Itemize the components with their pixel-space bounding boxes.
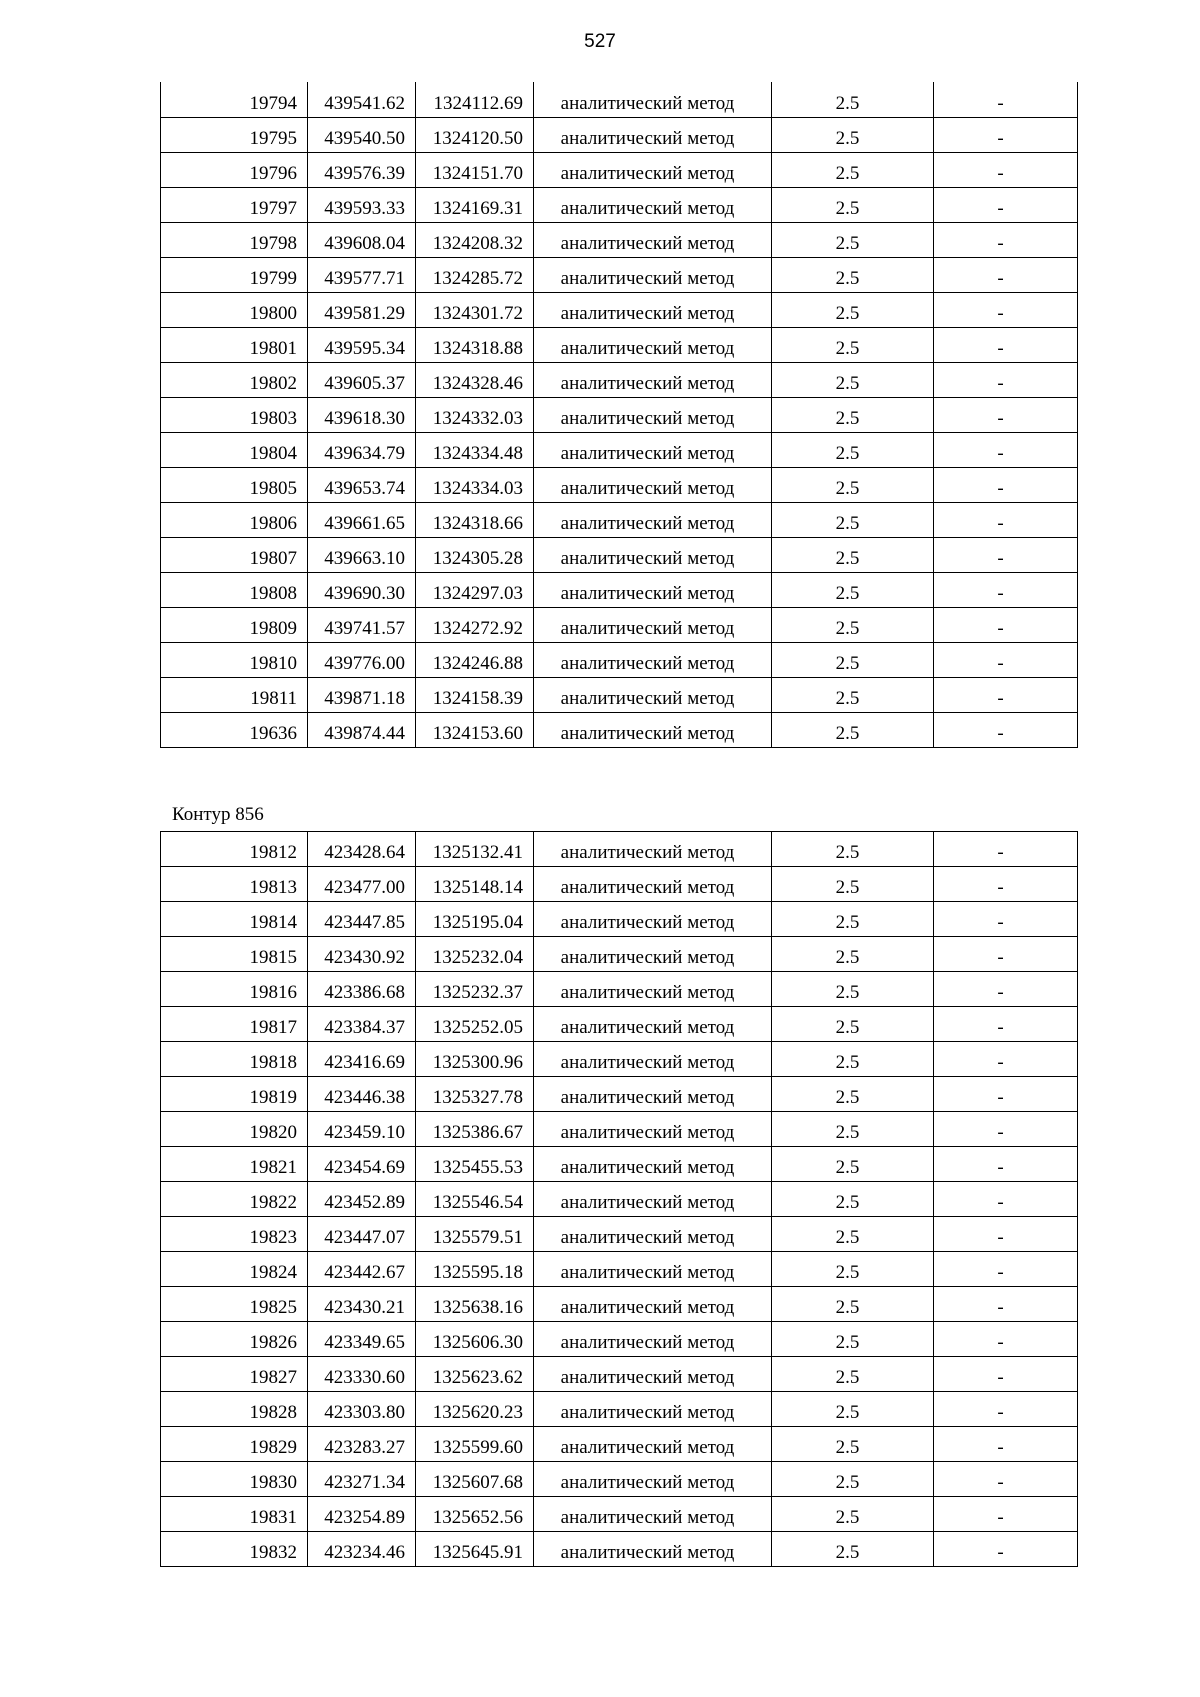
y-coordinate-cell: 1325195.04 [416,902,534,937]
method-cell: аналитический метод [534,867,772,902]
table-row [161,117,1078,152]
description-cell: - [934,677,1078,712]
method-cell: аналитический метод [534,292,772,327]
description-cell: - [934,222,1078,257]
table-row [161,82,1078,117]
table-row [161,1007,1078,1042]
coordinates-table-contour-856 [160,831,1078,1567]
table-body [161,82,1078,747]
description-cell: - [934,537,1078,572]
accuracy-cell: 2.5 [772,607,934,642]
method-cell: аналитический метод [534,972,772,1007]
accuracy-cell: 2.5 [772,1497,934,1532]
point-number-cell: 19814 [161,902,308,937]
description-cell: - [934,607,1078,642]
y-coordinate-cell: 1324334.03 [416,467,534,502]
method-cell: аналитический метод [534,1322,772,1357]
description-cell: - [934,1287,1078,1322]
x-coordinate-cell: 439541.62 [308,82,416,117]
accuracy-cell: 2.5 [772,677,934,712]
x-coordinate-cell: 423454.69 [308,1147,416,1182]
accuracy-cell: 2.5 [772,1007,934,1042]
point-number-cell: 19817 [161,1007,308,1042]
x-coordinate-cell: 439618.30 [308,397,416,432]
y-coordinate-cell: 1325579.51 [416,1217,534,1252]
y-coordinate-cell: 1325148.14 [416,867,534,902]
point-number-cell: 19823 [161,1217,308,1252]
table-row [161,152,1078,187]
method-cell: аналитический метод [534,152,772,187]
table-row [161,257,1078,292]
method-cell: аналитический метод [534,502,772,537]
point-number-cell: 19822 [161,1182,308,1217]
description-cell: - [934,187,1078,222]
x-coordinate-cell: 423303.80 [308,1392,416,1427]
y-coordinate-cell: 1325638.16 [416,1287,534,1322]
table-row [161,902,1078,937]
y-coordinate-cell: 1324297.03 [416,572,534,607]
x-coordinate-cell: 439663.10 [308,537,416,572]
table-row [161,222,1078,257]
description-cell: - [934,1322,1078,1357]
point-number-cell: 19812 [161,832,308,867]
y-coordinate-cell: 1324272.92 [416,607,534,642]
table-row [161,572,1078,607]
description-cell: - [934,972,1078,1007]
y-coordinate-cell: 1325300.96 [416,1042,534,1077]
method-cell: аналитический метод [534,607,772,642]
accuracy-cell: 2.5 [772,222,934,257]
x-coordinate-cell: 423430.92 [308,937,416,972]
x-coordinate-cell: 439661.65 [308,502,416,537]
method-cell: аналитический метод [534,117,772,152]
method-cell: аналитический метод [534,832,772,867]
x-coordinate-cell: 439605.37 [308,362,416,397]
y-coordinate-cell: 1324112.69 [416,82,534,117]
description-cell: - [934,832,1078,867]
x-coordinate-cell: 439581.29 [308,292,416,327]
description-cell: - [934,82,1078,117]
y-coordinate-cell: 1324318.66 [416,502,534,537]
description-cell: - [934,1112,1078,1147]
y-coordinate-cell: 1325652.56 [416,1497,534,1532]
description-cell: - [934,937,1078,972]
point-number-cell: 19832 [161,1532,308,1567]
description-cell: - [934,902,1078,937]
point-number-cell: 19806 [161,502,308,537]
description-cell: - [934,362,1078,397]
table-row [161,712,1078,747]
point-number-cell: 19807 [161,537,308,572]
accuracy-cell: 2.5 [772,82,934,117]
method-cell: аналитический метод [534,467,772,502]
coordinates-table-top [160,82,1078,748]
description-cell: - [934,397,1078,432]
table-row [161,1357,1078,1392]
method-cell: аналитический метод [534,327,772,362]
description-cell: - [934,867,1078,902]
point-number-cell: 19826 [161,1322,308,1357]
method-cell: аналитический метод [534,1287,772,1322]
y-coordinate-cell: 1324334.48 [416,432,534,467]
contour-label: Контур 856 [172,804,264,825]
point-number-cell: 19816 [161,972,308,1007]
accuracy-cell: 2.5 [772,327,934,362]
x-coordinate-cell: 423384.37 [308,1007,416,1042]
x-coordinate-cell: 423459.10 [308,1112,416,1147]
point-number-cell: 19795 [161,117,308,152]
accuracy-cell: 2.5 [772,362,934,397]
table-row [161,187,1078,222]
y-coordinate-cell: 1325386.67 [416,1112,534,1147]
method-cell: аналитический метод [534,1532,772,1567]
x-coordinate-cell: 423447.85 [308,902,416,937]
table-row [161,1532,1078,1567]
y-coordinate-cell: 1324318.88 [416,327,534,362]
y-coordinate-cell: 1325599.60 [416,1427,534,1462]
accuracy-cell: 2.5 [772,1532,934,1567]
x-coordinate-cell: 423271.34 [308,1462,416,1497]
description-cell: - [934,712,1078,747]
point-number-cell: 19818 [161,1042,308,1077]
y-coordinate-cell: 1324285.72 [416,257,534,292]
method-cell: аналитический метод [534,902,772,937]
table-row [161,1287,1078,1322]
point-number-cell: 19829 [161,1427,308,1462]
accuracy-cell: 2.5 [772,1462,934,1497]
y-coordinate-cell: 1324305.28 [416,537,534,572]
description-cell: - [934,1007,1078,1042]
point-number-cell: 19636 [161,712,308,747]
method-cell: аналитический метод [534,1147,772,1182]
description-cell: - [934,1357,1078,1392]
y-coordinate-cell: 1324246.88 [416,642,534,677]
point-number-cell: 19794 [161,82,308,117]
point-number-cell: 19810 [161,642,308,677]
y-coordinate-cell: 1325252.05 [416,1007,534,1042]
method-cell: аналитический метод [534,397,772,432]
table-row [161,1077,1078,1112]
point-number-cell: 19796 [161,152,308,187]
y-coordinate-cell: 1325606.30 [416,1322,534,1357]
description-cell: - [934,327,1078,362]
method-cell: аналитический метод [534,1217,772,1252]
description-cell: - [934,467,1078,502]
y-coordinate-cell: 1324153.60 [416,712,534,747]
point-number-cell: 19824 [161,1252,308,1287]
x-coordinate-cell: 423446.38 [308,1077,416,1112]
table-row [161,292,1078,327]
description-cell: - [934,1252,1078,1287]
accuracy-cell: 2.5 [772,432,934,467]
method-cell: аналитический метод [534,712,772,747]
table-row [161,467,1078,502]
method-cell: аналитический метод [534,362,772,397]
accuracy-cell: 2.5 [772,1217,934,1252]
description-cell: - [934,1497,1078,1532]
point-number-cell: 19813 [161,867,308,902]
point-number-cell: 19797 [161,187,308,222]
method-cell: аналитический метод [534,677,772,712]
table-row [161,1112,1078,1147]
method-cell: аналитический метод [534,572,772,607]
description-cell: - [934,1392,1078,1427]
x-coordinate-cell: 439595.34 [308,327,416,362]
description-cell: - [934,257,1078,292]
table-row [161,1182,1078,1217]
x-coordinate-cell: 439653.74 [308,467,416,502]
y-coordinate-cell: 1325232.37 [416,972,534,1007]
y-coordinate-cell: 1325132.41 [416,832,534,867]
accuracy-cell: 2.5 [772,1287,934,1322]
method-cell: аналитический метод [534,1182,772,1217]
table-row [161,642,1078,677]
accuracy-cell: 2.5 [772,1112,934,1147]
table-row [161,1147,1078,1182]
x-coordinate-cell: 423330.60 [308,1357,416,1392]
point-number-cell: 19828 [161,1392,308,1427]
table-row [161,1427,1078,1462]
table-row [161,327,1078,362]
point-number-cell: 19798 [161,222,308,257]
x-coordinate-cell: 423283.27 [308,1427,416,1462]
x-coordinate-cell: 423447.07 [308,1217,416,1252]
description-cell: - [934,1077,1078,1112]
point-number-cell: 19799 [161,257,308,292]
x-coordinate-cell: 423416.69 [308,1042,416,1077]
y-coordinate-cell: 1325595.18 [416,1252,534,1287]
accuracy-cell: 2.5 [772,937,934,972]
x-coordinate-cell: 423428.64 [308,832,416,867]
method-cell: аналитический метод [534,642,772,677]
description-cell: - [934,1427,1078,1462]
accuracy-cell: 2.5 [772,467,934,502]
description-cell: - [934,432,1078,467]
method-cell: аналитический метод [534,1077,772,1112]
accuracy-cell: 2.5 [772,1147,934,1182]
y-coordinate-cell: 1325623.62 [416,1357,534,1392]
description-cell: - [934,1217,1078,1252]
table-row [161,1322,1078,1357]
x-coordinate-cell: 439634.79 [308,432,416,467]
description-cell: - [934,292,1078,327]
method-cell: аналитический метод [534,537,772,572]
x-coordinate-cell: 439690.30 [308,572,416,607]
point-number-cell: 19811 [161,677,308,712]
description-cell: - [934,1042,1078,1077]
method-cell: аналитический метод [534,1042,772,1077]
y-coordinate-cell: 1325232.04 [416,937,534,972]
accuracy-cell: 2.5 [772,187,934,222]
x-coordinate-cell: 439593.33 [308,187,416,222]
table-row [161,1392,1078,1427]
method-cell: аналитический метод [534,1252,772,1287]
table-row [161,1252,1078,1287]
point-number-cell: 19825 [161,1287,308,1322]
y-coordinate-cell: 1325645.91 [416,1532,534,1567]
x-coordinate-cell: 439871.18 [308,677,416,712]
x-coordinate-cell: 439608.04 [308,222,416,257]
x-coordinate-cell: 423430.21 [308,1287,416,1322]
accuracy-cell: 2.5 [772,712,934,747]
table-row [161,537,1078,572]
y-coordinate-cell: 1324151.70 [416,152,534,187]
point-number-cell: 19830 [161,1462,308,1497]
description-cell: - [934,152,1078,187]
table-row [161,832,1078,867]
point-number-cell: 19808 [161,572,308,607]
table-row [161,1462,1078,1497]
point-number-cell: 19801 [161,327,308,362]
description-cell: - [934,572,1078,607]
table-row [161,397,1078,432]
x-coordinate-cell: 423386.68 [308,972,416,1007]
description-cell: - [934,1462,1078,1497]
table-row [161,867,1078,902]
page-number: 527 [584,31,616,52]
accuracy-cell: 2.5 [772,867,934,902]
point-number-cell: 19821 [161,1147,308,1182]
description-cell: - [934,1532,1078,1567]
table-row [161,677,1078,712]
method-cell: аналитический метод [534,82,772,117]
y-coordinate-cell: 1325327.78 [416,1077,534,1112]
x-coordinate-cell: 439540.50 [308,117,416,152]
x-coordinate-cell: 423254.89 [308,1497,416,1532]
accuracy-cell: 2.5 [772,832,934,867]
method-cell: аналитический метод [534,1427,772,1462]
accuracy-cell: 2.5 [772,1357,934,1392]
method-cell: аналитический метод [534,1357,772,1392]
method-cell: аналитический метод [534,937,772,972]
y-coordinate-cell: 1325620.23 [416,1392,534,1427]
table-row [161,972,1078,1007]
accuracy-cell: 2.5 [772,152,934,187]
y-coordinate-cell: 1324169.31 [416,187,534,222]
accuracy-cell: 2.5 [772,572,934,607]
table-row [161,502,1078,537]
accuracy-cell: 2.5 [772,1322,934,1357]
accuracy-cell: 2.5 [772,1182,934,1217]
point-number-cell: 19819 [161,1077,308,1112]
x-coordinate-cell: 423452.89 [308,1182,416,1217]
x-coordinate-cell: 423477.00 [308,867,416,902]
accuracy-cell: 2.5 [772,902,934,937]
y-coordinate-cell: 1325546.54 [416,1182,534,1217]
table-row [161,432,1078,467]
accuracy-cell: 2.5 [772,117,934,152]
table-row [161,607,1078,642]
table-row [161,937,1078,972]
y-coordinate-cell: 1324332.03 [416,397,534,432]
accuracy-cell: 2.5 [772,642,934,677]
point-number-cell: 19815 [161,937,308,972]
description-cell: - [934,502,1078,537]
accuracy-cell: 2.5 [772,537,934,572]
y-coordinate-cell: 1325455.53 [416,1147,534,1182]
point-number-cell: 19827 [161,1357,308,1392]
accuracy-cell: 2.5 [772,502,934,537]
accuracy-cell: 2.5 [772,1427,934,1462]
x-coordinate-cell: 423234.46 [308,1532,416,1567]
x-coordinate-cell: 423442.67 [308,1252,416,1287]
accuracy-cell: 2.5 [772,1392,934,1427]
point-number-cell: 19802 [161,362,308,397]
x-coordinate-cell: 439576.39 [308,152,416,187]
point-number-cell: 19805 [161,467,308,502]
table-row [161,362,1078,397]
accuracy-cell: 2.5 [772,972,934,1007]
point-number-cell: 19809 [161,607,308,642]
x-coordinate-cell: 439741.57 [308,607,416,642]
method-cell: аналитический метод [534,1112,772,1147]
description-cell: - [934,1182,1078,1217]
method-cell: аналитический метод [534,187,772,222]
point-number-cell: 19804 [161,432,308,467]
y-coordinate-cell: 1325607.68 [416,1462,534,1497]
description-cell: - [934,1147,1078,1182]
x-coordinate-cell: 439577.71 [308,257,416,292]
point-number-cell: 19831 [161,1497,308,1532]
accuracy-cell: 2.5 [772,1042,934,1077]
method-cell: аналитический метод [534,1462,772,1497]
y-coordinate-cell: 1324158.39 [416,677,534,712]
description-cell: - [934,117,1078,152]
accuracy-cell: 2.5 [772,1077,934,1112]
y-coordinate-cell: 1324328.46 [416,362,534,397]
table-body [161,832,1078,1567]
accuracy-cell: 2.5 [772,257,934,292]
table-row [161,1217,1078,1252]
x-coordinate-cell: 423349.65 [308,1322,416,1357]
method-cell: аналитический метод [534,1392,772,1427]
y-coordinate-cell: 1324120.50 [416,117,534,152]
method-cell: аналитический метод [534,222,772,257]
method-cell: аналитический метод [534,1007,772,1042]
x-coordinate-cell: 439776.00 [308,642,416,677]
method-cell: аналитический метод [534,1497,772,1532]
table-row [161,1497,1078,1532]
method-cell: аналитический метод [534,432,772,467]
accuracy-cell: 2.5 [772,292,934,327]
description-cell: - [934,642,1078,677]
y-coordinate-cell: 1324301.72 [416,292,534,327]
accuracy-cell: 2.5 [772,397,934,432]
table-row [161,1042,1078,1077]
y-coordinate-cell: 1324208.32 [416,222,534,257]
accuracy-cell: 2.5 [772,1252,934,1287]
point-number-cell: 19803 [161,397,308,432]
point-number-cell: 19800 [161,292,308,327]
method-cell: аналитический метод [534,257,772,292]
x-coordinate-cell: 439874.44 [308,712,416,747]
point-number-cell: 19820 [161,1112,308,1147]
